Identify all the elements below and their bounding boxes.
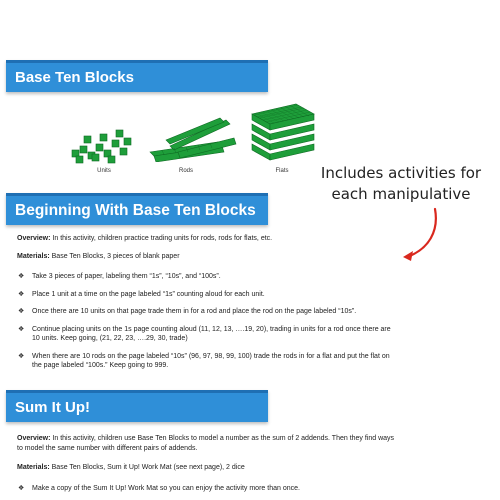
list-item-text: Make a copy of the Sum It Up! Work Mat so you can enjoy the activity more than once. (32, 485, 300, 492)
overview-text: In this activity, children use Base Ten Blocks to model a number as the sum of 2 addends. Then they find ways to model the same number with different pairs of addends. (17, 435, 395, 452)
bullet-icon: ❖ (18, 325, 25, 333)
units-illustration (68, 128, 134, 164)
red-arrow-icon (395, 205, 445, 265)
list-item (17, 352, 397, 371)
list-item (17, 290, 397, 300)
rods-illustration (148, 116, 238, 162)
beginning-steps-list (17, 272, 397, 379)
sumitup-steps-list (17, 484, 397, 500)
section-title-sum-it-up (6, 390, 268, 422)
list-item (17, 307, 397, 317)
note-line-1: Includes activities for (320, 164, 482, 182)
bullet-icon: ❖ (18, 290, 25, 298)
overview-text: In this activity, children practice trading units for rods, rods for flats, etc. (50, 235, 273, 242)
overview-label: Overview: (17, 235, 51, 242)
materials-text: Base Ten Blocks, Sum it Up! Work Mat (see next page), 2 dice (49, 464, 245, 471)
list-item-text: Place 1 unit at a time on the page labeled “1s” counting aloud for each unit. (32, 290, 265, 298)
list-item (17, 272, 397, 282)
materials-label: Materials: (17, 464, 50, 471)
materials-label: Materials: (17, 253, 50, 260)
section-title-text: Base Ten Blocks (15, 69, 134, 86)
section-title-text: Beginning With Base Ten Blocks (15, 202, 256, 219)
beginning-materials (17, 252, 397, 262)
rods-caption: Rods (178, 168, 193, 174)
beginning-overview (17, 234, 397, 244)
includes-activities-note (303, 163, 499, 205)
list-item-text: When there are 10 rods on the page labeled “10s” (96, 97, 98, 99, 100) trade the rods in for a flat and put the flat on the page labeled “100s.” Keep going to 999. (32, 352, 390, 369)
bullet-icon: ❖ (18, 352, 25, 360)
list-item-text: Once there are 10 units on that page trade them in for a rod and place the rod on the page labeled “10s”. (32, 308, 357, 315)
materials-text: Base Ten Blocks, 3 pieces of blank paper (49, 253, 180, 260)
list-item (17, 325, 397, 344)
flats-caption: Flats (275, 168, 289, 174)
list-item-text: Take 3 pieces of paper, labeling them “1s”, “10s”, and “100s”. (32, 273, 221, 280)
section-title-base-ten-blocks (6, 60, 268, 92)
bullet-icon: ❖ (18, 273, 25, 280)
bullet-icon: ❖ (18, 485, 25, 492)
flats-illustration (246, 100, 318, 166)
note-line-2: each manipulative (331, 185, 471, 203)
section-title-beginning (6, 193, 268, 225)
list-item-text: Continue placing units on the 1s page counting aloud (11, 12, 13, ….19, 20), trading in units for a rod once there are 10 units. Keep going, (21, 22, 23, ….29, 30, trade) (32, 325, 391, 342)
list-item (17, 484, 397, 494)
bullet-icon: ❖ (18, 308, 25, 315)
overview-label: Overview: (17, 435, 51, 442)
sumitup-overview (17, 434, 397, 453)
units-caption: Units (97, 168, 111, 174)
section-title-text: Sum It Up! (15, 399, 90, 416)
sumitup-materials (17, 463, 397, 473)
